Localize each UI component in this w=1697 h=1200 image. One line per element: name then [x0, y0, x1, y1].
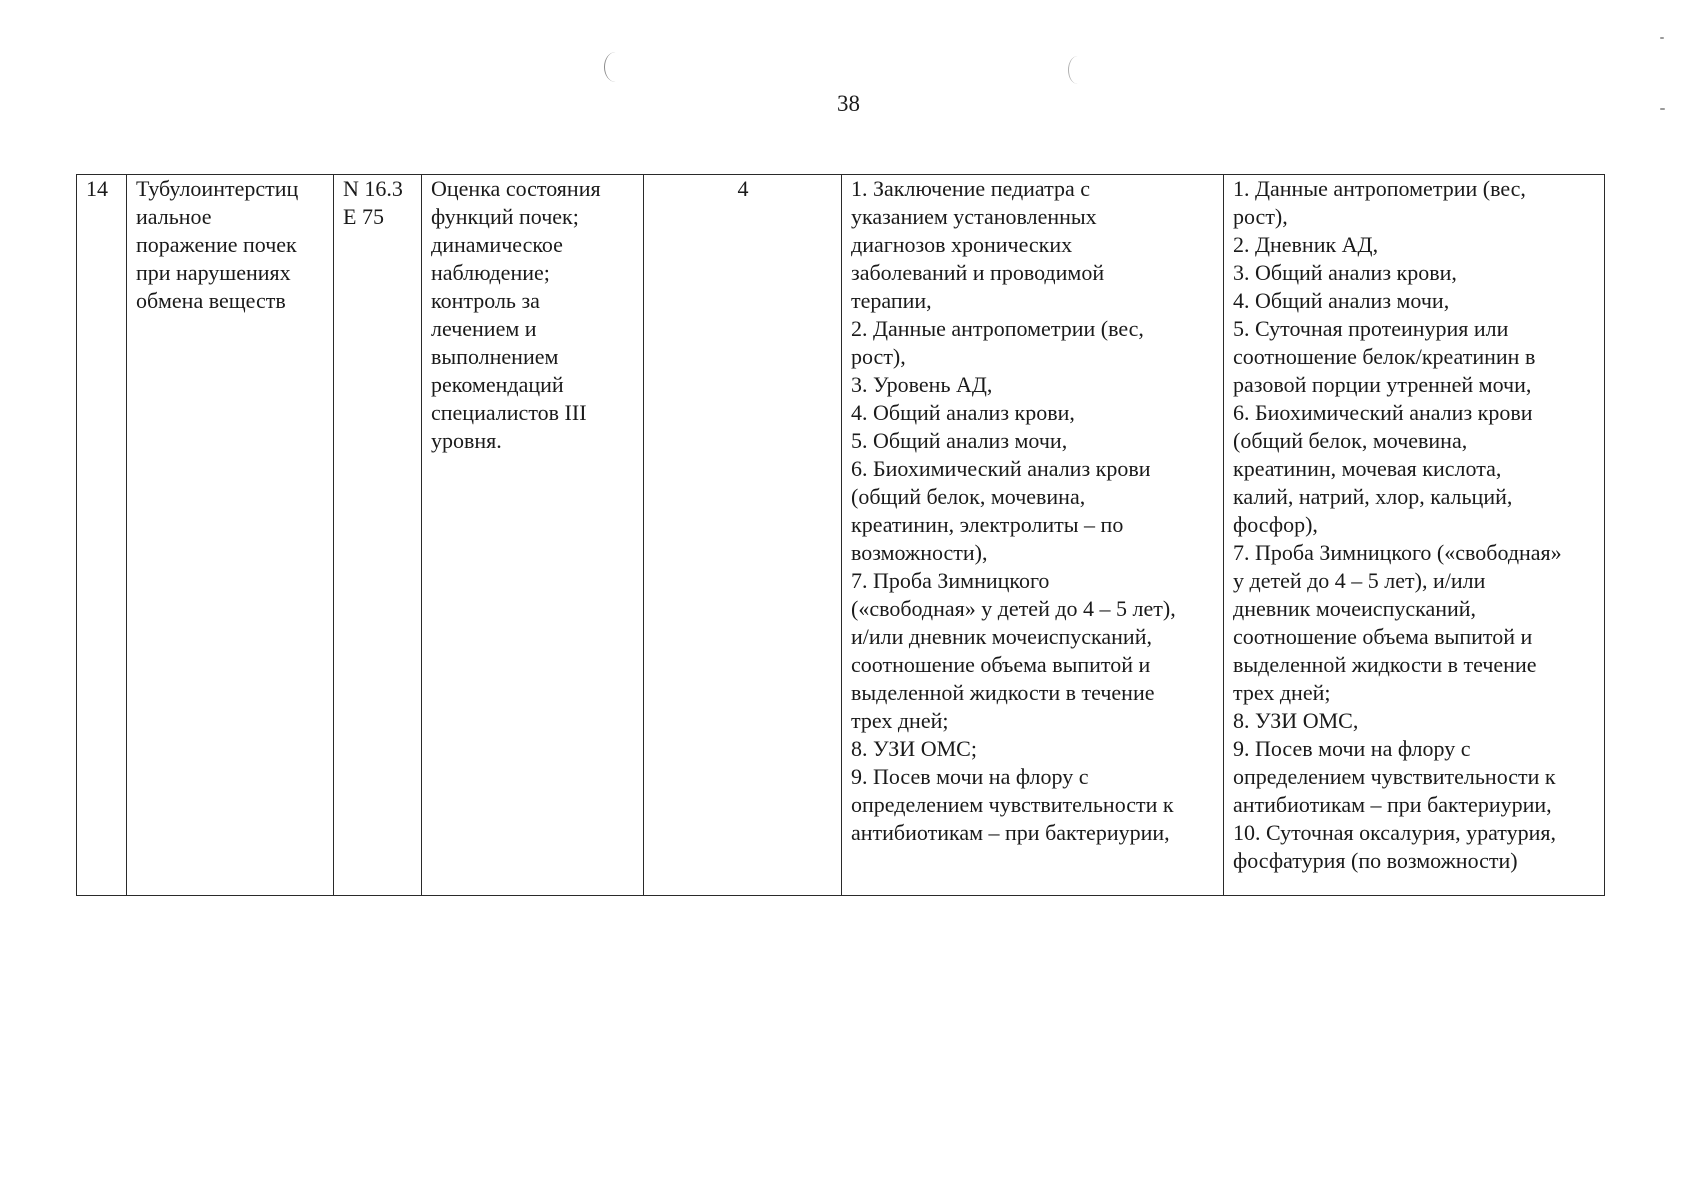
goals-line: наблюдение; [431, 260, 550, 285]
monitoring-line: фосфор), [1233, 512, 1318, 537]
monitoring-line: фосфатурия (по возможности) [1233, 848, 1518, 873]
referral-line: соотношение объема выпитой и [851, 652, 1151, 677]
document-table [76, 174, 1605, 896]
referral-line: 3. Уровень АД, [851, 372, 993, 397]
referral-line: и/или дневник мочеиспусканий, [851, 624, 1152, 649]
goals-line: контроль за [431, 288, 540, 313]
monitoring-line: трех дней; [1233, 680, 1331, 705]
diagnosis-cell [127, 175, 334, 896]
goals-line: уровня. [431, 428, 502, 453]
monitoring-line: 8. УЗИ ОМС, [1233, 708, 1359, 733]
row-number: 14 [86, 176, 108, 201]
referral-line: 9. Посев мочи на флору с [851, 764, 1089, 789]
monitoring-line: определением чувствительности к [1233, 764, 1556, 789]
referral-line: указанием установленных [851, 204, 1097, 229]
level-cell [644, 175, 842, 896]
monitoring-line: 1. Данные антропометрии (вес, [1233, 176, 1526, 201]
referral-line: (общий белок, мочевина, [851, 484, 1086, 509]
referral-line: креатинин, электролиты – по [851, 512, 1124, 537]
monitoring-line: рост), [1233, 204, 1288, 229]
referral-line: 2. Данные антропометрии (вес, [851, 316, 1144, 341]
monitoring-line: антибиотикам – при бактериурии, [1233, 792, 1552, 817]
goals-line: Оценка состояния [431, 176, 601, 201]
goals-line: динамическое [431, 232, 563, 257]
referral-line: терапии, [851, 288, 932, 313]
goals-line: функций почек; [431, 204, 579, 229]
monitoring-line: калий, натрий, хлор, кальций, [1233, 484, 1513, 509]
icd-code: E 75 [343, 204, 384, 229]
icd-code-cell [334, 175, 422, 896]
monitoring-line: 5. Суточная протеинурия или [1233, 316, 1509, 341]
level-value: 4 [737, 176, 749, 201]
monitoring-line: 3. Общий анализ крови, [1233, 260, 1457, 285]
monitoring-line: дневник мочеиспусканий, [1233, 596, 1477, 621]
monitoring-line: соотношение объема выпитой и [1233, 624, 1533, 649]
goals-line: рекомендаций [431, 372, 564, 397]
icd-code: N 16.3 [343, 176, 403, 201]
referral-line: заболеваний и проводимой [851, 260, 1105, 285]
scan-artifact-arc [604, 52, 627, 82]
referral-line: 8. УЗИ ОМС; [851, 736, 977, 761]
monitoring-line: разовой порции утренней мочи, [1233, 372, 1532, 397]
referral-line: возможности), [851, 540, 988, 565]
goals-line: выполнением [431, 344, 559, 369]
goals-cell [422, 175, 644, 896]
monitoring-line: (общий белок, мочевина, [1233, 428, 1468, 453]
referral-line: диагнозов хронических [851, 232, 1073, 257]
monitoring-line: выделенной жидкости в течение [1233, 652, 1537, 677]
referral-line: 4. Общий анализ крови, [851, 400, 1075, 425]
goals-line: лечением и [431, 316, 537, 341]
monitoring-cell [1224, 175, 1605, 896]
diagnosis-line: обмена веществ [136, 288, 286, 313]
referral-line: 5. Общий анализ мочи, [851, 428, 1068, 453]
monitoring-line: 4. Общий анализ мочи, [1233, 288, 1450, 313]
monitoring-line: 9. Посев мочи на флору с [1233, 736, 1471, 761]
monitoring-line: у детей до 4 – 5 лет), и/или [1233, 568, 1486, 593]
referral-line: трех дней; [851, 708, 949, 733]
table-row [77, 175, 1605, 896]
diagnosis-line: поражение почек [136, 232, 297, 257]
diagnosis-line: иальное [136, 204, 212, 229]
monitoring-line: соотношение белок/креатинин в [1233, 344, 1536, 369]
monitoring-line: 7. Проба Зимницкого («свободная» [1233, 540, 1562, 565]
goals-line: специалистов III [431, 400, 587, 425]
referral-line: определением чувствительности к [851, 792, 1174, 817]
page-number: 38 [837, 91, 860, 116]
referral-line: («свободная» у детей до 4 – 5 лет), [851, 596, 1176, 621]
row-number-cell [77, 175, 127, 896]
referral-line: 7. Проба Зимницкого [851, 568, 1050, 593]
referral-cell [842, 175, 1224, 896]
referral-line: рост), [851, 344, 906, 369]
monitoring-line: 6. Биохимический анализ крови [1233, 400, 1533, 425]
scan-artifact-arc [1068, 56, 1087, 84]
referral-line: 1. Заключение педиатра с [851, 176, 1091, 201]
monitoring-line: креатинин, мочевая кислота, [1233, 456, 1502, 481]
monitoring-line: 10. Суточная оксалурия, уратурия, [1233, 820, 1557, 845]
diagnosis-line: Тубулоинтерстиц [136, 176, 299, 201]
referral-line: антибиотикам – при бактериурии, [851, 820, 1170, 845]
referral-line: выделенной жидкости в течение [851, 680, 1155, 705]
monitoring-line: 2. Дневник АД, [1233, 232, 1379, 257]
diagnosis-line: при нарушениях [136, 260, 291, 285]
scan-artifact-mark [1660, 37, 1664, 39]
referral-line: 6. Биохимический анализ крови [851, 456, 1151, 481]
